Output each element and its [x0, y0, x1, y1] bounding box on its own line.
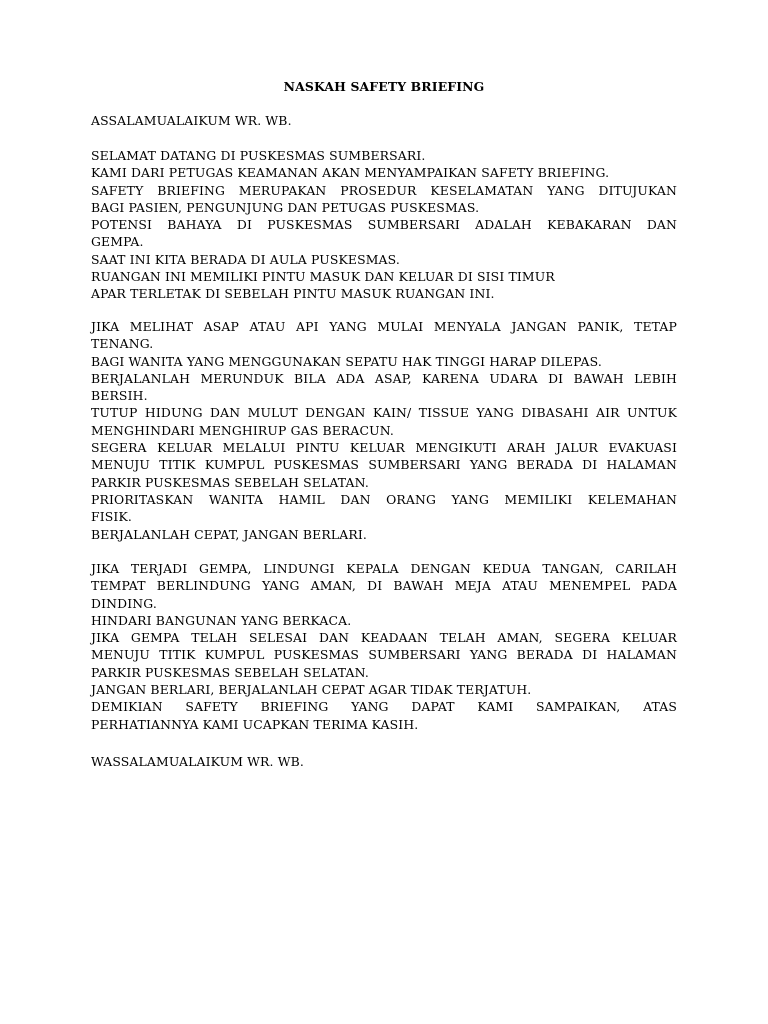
text-line: BERJALANLAH CEPAT, JANGAN BERLARI. — [91, 526, 367, 542]
text-line: ASSALAMUALAIKUM WR. WB. — [91, 113, 292, 128]
text-line: MENUJU TITIK KUMPUL PUSKESMAS SUMBERSARI YANG BERADA DI HALAMAN — [91, 457, 677, 473]
closing-greeting — [91, 753, 677, 770]
text-line: PARKIR PUSKESMAS SEBELAH SELATAN. — [91, 664, 369, 680]
text-line: PRIORITASKAN WANITA HAMIL DAN ORANG YANG MEMILIKI KELEMAHAN — [91, 491, 677, 507]
text-line: KAMI DARI PETUGAS KEAMANAN AKAN MENYAMPAIKAN SAFETY BRIEFING. — [91, 165, 610, 181]
text-line: JANGAN BERLARI, BERJALANLAH CEPAT AGAR TIDAK TERJATUH. — [91, 682, 532, 698]
text-line: DEMIKIAN SAFETY BRIEFING YANG DAPAT KAMI SAMPAIKAN, ATAS — [91, 699, 677, 715]
text-line: FISIK. — [91, 509, 132, 525]
text-line: TENANG. — [91, 336, 154, 352]
text-line: GEMPA. — [91, 234, 144, 250]
text-line: APAR TERLETAK DI SEBELAH PINTU MASUK RUANGAN INI. — [91, 286, 495, 302]
text-line: TEMPAT BERLINDUNG YANG AMAN, DI BAWAH MEJA ATAU MENEMPEL PADA — [91, 578, 677, 594]
text-line: SELAMAT DATANG DI PUSKESMAS SUMBERSARI. — [91, 148, 426, 163]
text-line: WASSALAMUALAIKUM WR. WB. — [91, 754, 304, 769]
text-line: BAGI WANITA YANG MENGGUNAKAN SEPATU HAK TINGGI HARAP DILEPAS. — [91, 353, 602, 369]
text-line: JIKA TERJADI GEMPA, LINDUNGI KEPALA DENGAN KEDUA TANGAN, CARILAH — [91, 561, 677, 576]
text-line: SEGERA KELUAR MELALUI PINTU KELUAR MENGIKUTI ARAH JALUR EVAKUASI — [91, 440, 677, 456]
text-line: SAAT INI KITA BERADA DI AULA PUSKESMAS. — [91, 251, 400, 267]
text-line: JIKA MELIHAT ASAP ATAU API YANG MULAI MENYALA JANGAN PANIK, TETAP — [91, 319, 677, 334]
text-line: PERHATIANNYA KAMI UCAPKAN TERIMA KASIH. — [91, 716, 419, 732]
text-line: PARKIR PUSKESMAS SEBELAH SELATAN. — [91, 474, 369, 490]
text-line: MENUJU TITIK KUMPUL PUSKESMAS SUMBERSARI YANG BERADA DI HALAMAN — [91, 647, 677, 663]
text-line: TUTUP HIDUNG DAN MULUT DENGAN KAIN/ TISSUE YANG DIBASAHI AIR UNTUK — [91, 405, 677, 421]
text-line: BAGI PASIEN, PENGUNJUNG DAN PETUGAS PUSKESMAS. — [91, 199, 480, 215]
text-line: POTENSI BAHAYA DI PUSKESMAS SUMBERSARI ADALAH KEBAKARAN DAN — [91, 217, 677, 233]
document-title: NASKAH SAFETY BRIEFING — [283, 79, 485, 94]
text-line: SAFETY BRIEFING MERUPAKAN PROSEDUR KESELAMATAN YANG DITUJUKAN — [91, 182, 677, 198]
earthquake-procedure-paragraph — [91, 560, 677, 733]
text-line: JIKA GEMPA TELAH SELESAI DAN KEADAAN TELAH AMAN, SEGERA KELUAR — [91, 630, 677, 646]
text-line: HINDARI BANGUNAN YANG BERKACA. — [91, 612, 352, 628]
introduction-paragraph — [91, 147, 677, 303]
text-line: DINDING. — [91, 595, 157, 611]
fire-procedure-paragraph — [91, 318, 677, 543]
text-line: MENGHINDARI MENGHIRUP GAS BERACUN. — [91, 422, 394, 438]
text-line: BERSIH. — [91, 388, 148, 404]
text-line: BERJALANLAH MERUNDUK BILA ADA ASAP, KARENA UDARA DI BAWAH LEBIH — [91, 370, 677, 386]
opening-greeting — [91, 112, 677, 129]
text-line: RUANGAN INI MEMILIKI PINTU MASUK DAN KELUAR DI SISI TIMUR — [91, 269, 555, 285]
